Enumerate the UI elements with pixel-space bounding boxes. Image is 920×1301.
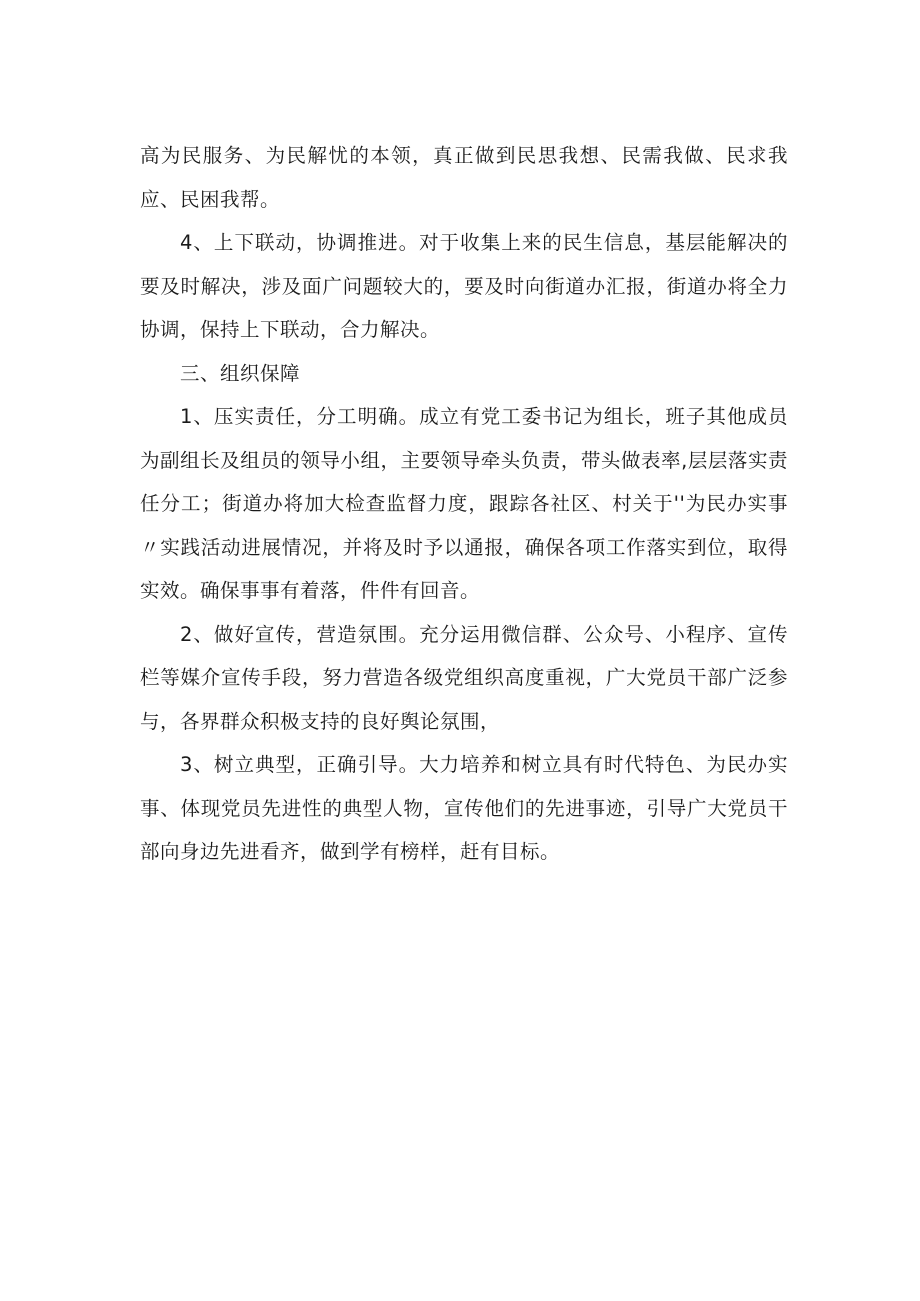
paragraph-item-2: 2、做好宣传，营造氛围。充分运用微信群、公众号、小程序、宣传栏等媒介宣传手段，努力营造各级党组织高度重视，广大党员干部广泛参与，各界群众积极支持的良好舆论氛围， — [140, 622, 788, 733]
paragraph-item-3: 3、树立典型，正确引导。大力培养和树立具有时代特色、为民办实事、体现党员先进性的典型人物，宣传他们的先进事迹，引导广大党员干部向身边先进看齐，做到学有榜样，赶有目标。 — [140, 753, 788, 863]
document-body — [140, 134, 788, 874]
paragraph-item-1: 1、压实责任，分工明确。成立有党工委书记为组长，班子其他成员为副组长及组员的领导小组，主要领导牵头负责，带头做表率,层层落实责任分工；街道办将加大检查监督力度，跟踪各社区、村关于''为民办实事〃实践活动进展情况，并将及时予以通报，确保各项工作落实到位，取得实效。确保事事有着落，件件有回音。 — [140, 405, 788, 602]
paragraph-item-4: 4、上下联动，协调推进。对于收集上来的民生信息，基层能解决的要及时解决，涉及面广问题较大的，要及时向街道办汇报，街道办将全力协调，保持上下联动，合力解决。 — [140, 231, 788, 341]
section-heading-organization: 三、组织保障 — [179, 361, 300, 385]
paragraph-continuation: 高为民服务、为民解忧的本领，真正做到民思我想、民需我做、民求我应、民困我帮。 — [140, 144, 788, 211]
